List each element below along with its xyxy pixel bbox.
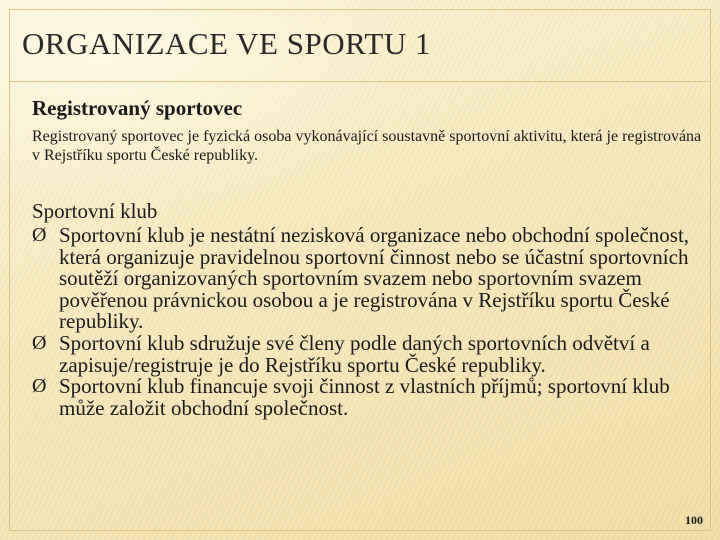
list-item <box>32 225 697 333</box>
sports-club-bullet-list <box>32 225 697 419</box>
list-item <box>32 376 697 419</box>
bullet-text: Sportovní klub financuje svoji činnost z vlastních příjmů; sportovní klub může založit obchodní společnost. <box>59 374 670 420</box>
arrow-bullet-icon: Ø <box>32 224 47 246</box>
arrow-bullet-icon: Ø <box>32 375 47 398</box>
section-heading-registered-athlete: Registrovaný sportovec <box>32 96 243 120</box>
slide-title: ORGANIZACE VE SPORTU 1 <box>22 26 432 61</box>
bullet-text: Sportovní klub je nestátní nezisková organizace nebo obchodní společnost, která organizuje pravidelnou sportovní činnost nebo se účastní sportovních soutěží organizovaných sportovním svazem nebo sportovním svazem pověřenou právnickou osobou a je registrována v Rejstříku sportu České republiky. <box>59 223 690 334</box>
section-heading-sports-club: Sportovní klub <box>32 199 158 223</box>
list-item <box>32 330 697 377</box>
page-number: 100 <box>685 513 703 527</box>
bullet-text: Sportovní klub sdružuje své členy podle daných sportovních odvětví a zapisuje/registruje je do Rejstříku sportu České republiky. <box>59 330 650 377</box>
section-text-registered-athlete: Registrovaný sportovec je fyzická osoba vykonávající soustavně sportovní aktivitu, která je registrována v Rejstříku sportu České republiky. <box>32 128 702 164</box>
arrow-bullet-icon: Ø <box>32 331 47 354</box>
